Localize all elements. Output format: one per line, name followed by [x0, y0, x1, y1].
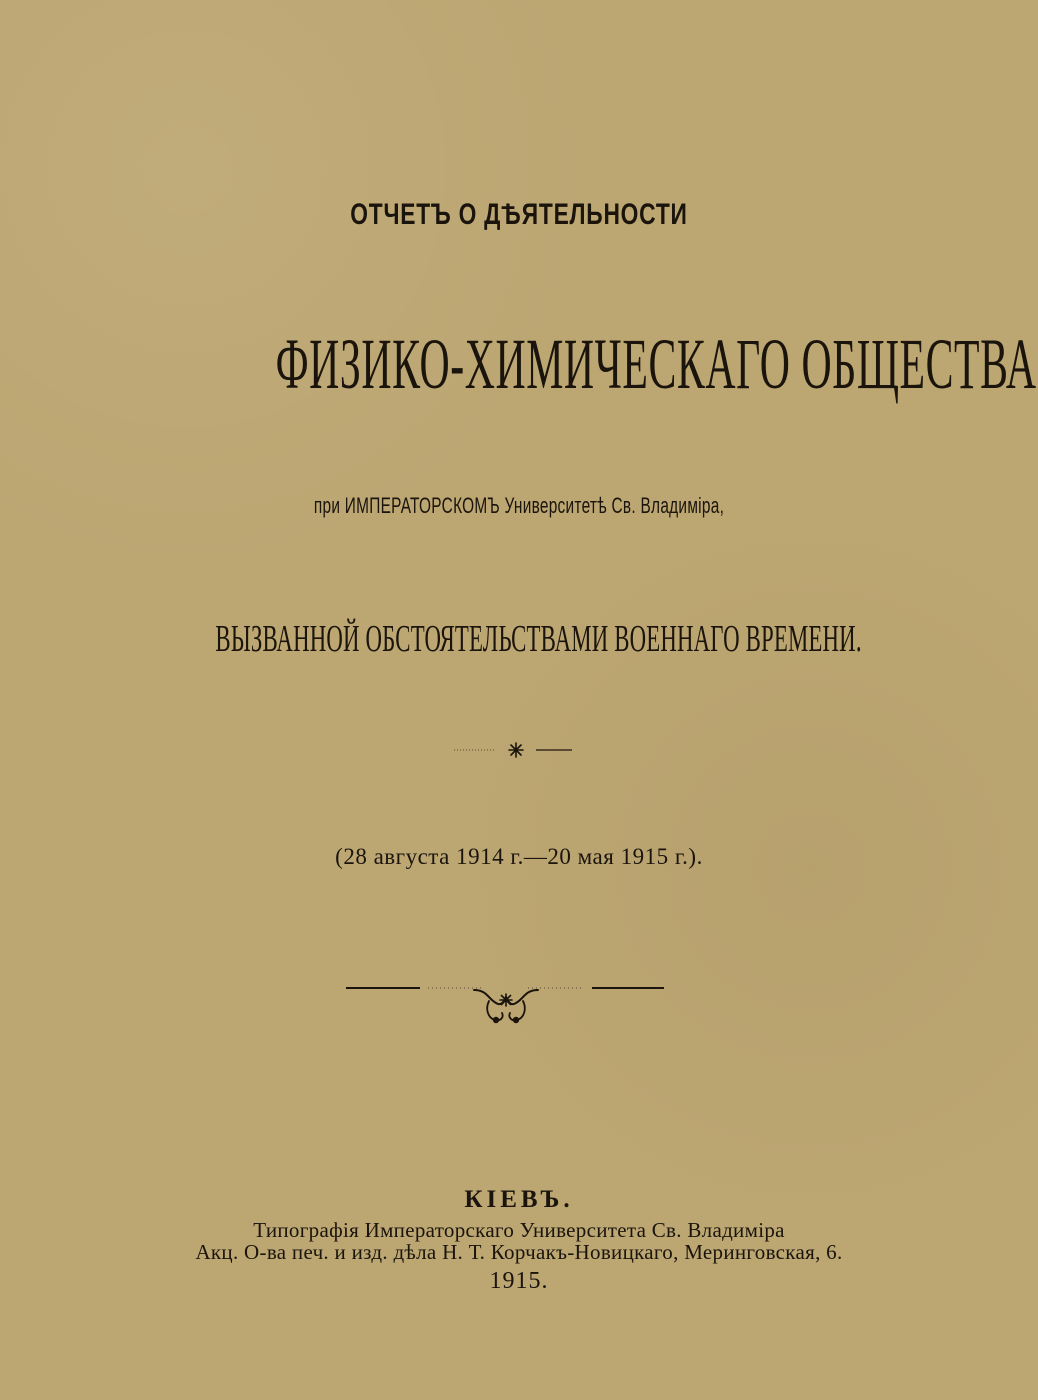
title-line-4	[0, 620, 1038, 658]
star-ornament-icon	[454, 738, 584, 762]
imprint-printer-line-2: Акц. О-ва печ. и изд. дѣла Н. Т. Корчакъ-Новицкаго, Меринговская, 6.	[195, 1240, 843, 1264]
imprint-printer-line-1: Типографія Императорскаго Университета Св. Владиміра	[253, 1218, 785, 1242]
title-line-3	[0, 493, 1038, 519]
title-line-1	[0, 198, 1038, 232]
imprint-year: 1915.	[489, 1268, 549, 1294]
imprint-city: КІЕВЪ.	[464, 1186, 574, 1213]
title-line-2	[0, 324, 1038, 404]
date-range: (28 августа 1914 г.—20 мая 1915 г.).	[335, 844, 703, 869]
title-line-2-text: ФИЗИКО-ХИМИЧЕСКАГО ОБЩЕСТВА	[275, 324, 1037, 404]
flourish-ornament-icon	[338, 970, 674, 1034]
title-line-4-text: ВЫЗВАННОЙ ОБСТОЯТЕЛЬСТВАМИ ВОЕННАГО ВРЕМЕНИ.	[215, 618, 862, 660]
title-line-3-text: при ИМПЕРАТОРСКОМЪ Университетѣ Св. Владиміра,	[313, 493, 725, 518]
title-line-1-text: ОТЧЕТЪ О ДѢЯТЕЛЬНОСТИ	[350, 198, 688, 231]
